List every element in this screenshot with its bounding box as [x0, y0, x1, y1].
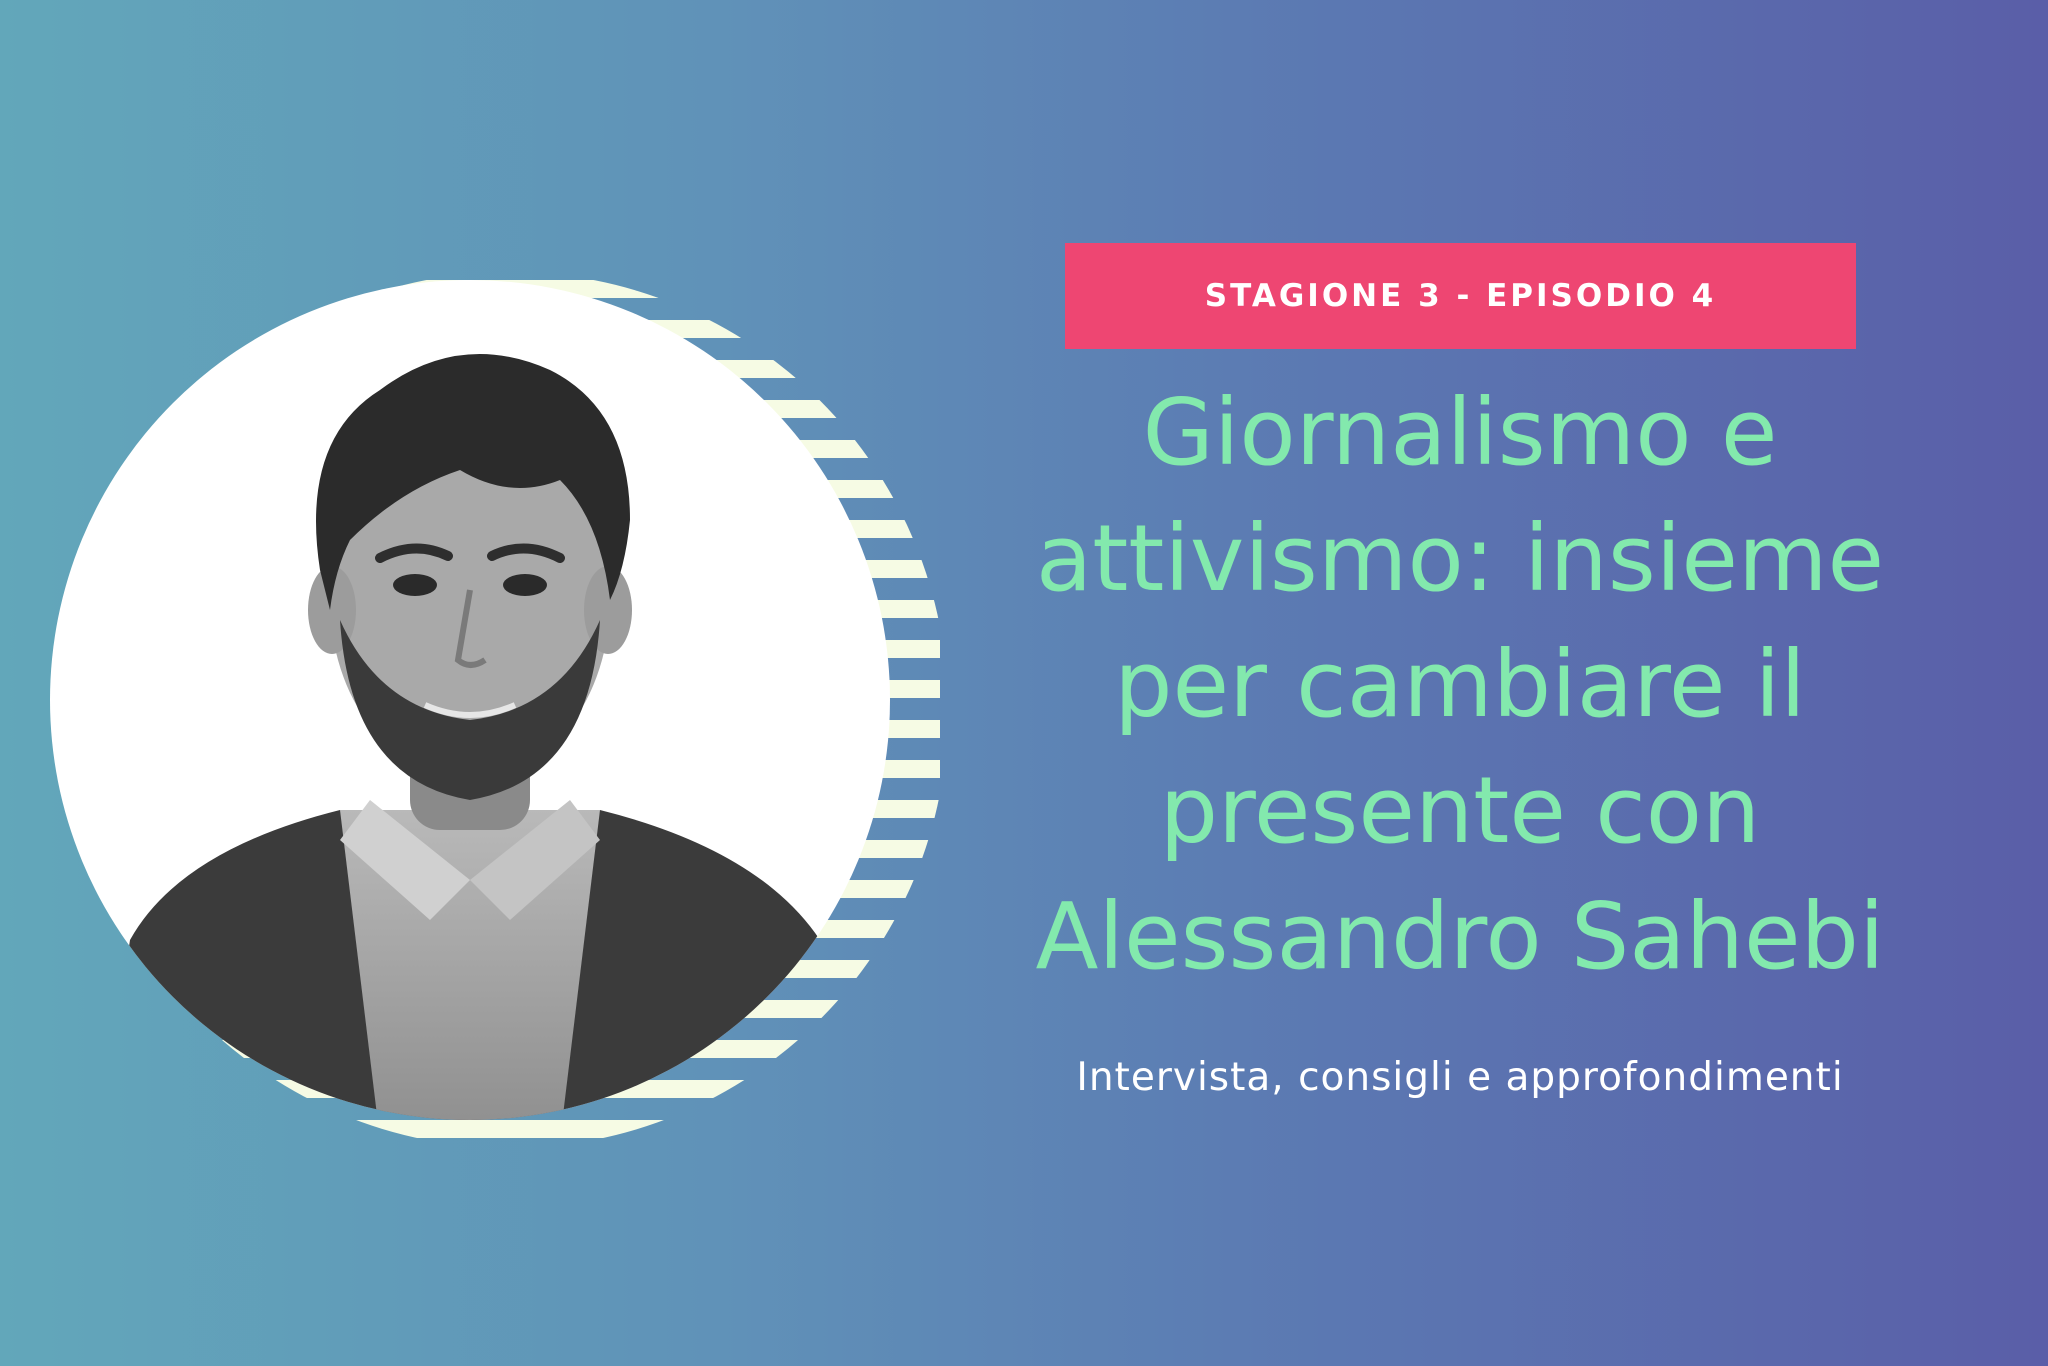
title-line: Giornalismo e — [1142, 379, 1778, 486]
episode-badge: STAGIONE 3 - EPISODIO 4 — [1065, 243, 1856, 349]
title-line: attivismo: insieme — [1035, 505, 1885, 612]
title-line: Alessandro Sahebi — [1035, 883, 1885, 990]
guest-portrait — [40, 240, 940, 1140]
episode-title — [960, 370, 1960, 1000]
person-portrait-icon — [40, 240, 940, 1140]
episode-subtitle: Intervista, consigli e approfondimenti — [1076, 1055, 1844, 1100]
title-line: per cambiare il — [1114, 631, 1806, 738]
title-line: presente con — [1159, 757, 1761, 864]
